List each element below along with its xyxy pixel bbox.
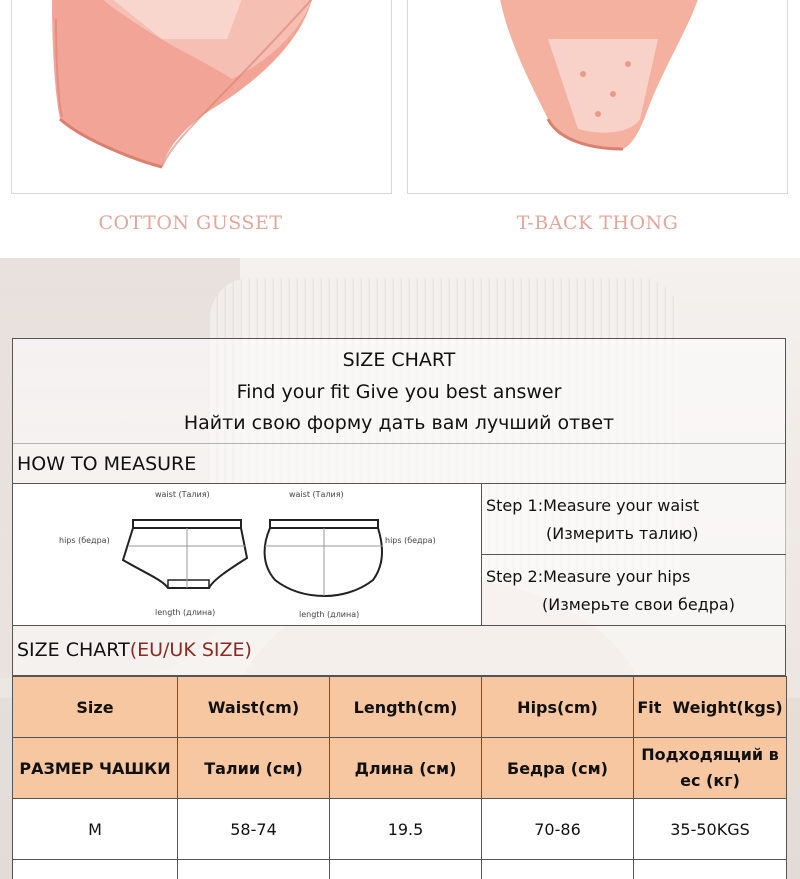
table-cell: 58-74 bbox=[178, 799, 330, 860]
step-1-english: Step 1:Measure your waist bbox=[486, 496, 700, 515]
table-cell: 19.5 bbox=[330, 799, 482, 860]
size-chart-header bbox=[12, 338, 786, 444]
t-back-thong-photo bbox=[407, 0, 788, 194]
cotton-gusset-photo bbox=[11, 0, 392, 194]
subtitle-english: Find your fit Give you best answer bbox=[236, 381, 562, 403]
size-chart-heading: SIZE CHART bbox=[342, 349, 456, 371]
diagram-waist-label-front: waist (Талия) bbox=[155, 490, 210, 499]
header-cell: Size bbox=[13, 677, 178, 738]
table-row bbox=[13, 799, 787, 860]
header-cell: Талии (см) bbox=[178, 738, 330, 799]
header-cell: РАЗМЕР ЧАШКИ bbox=[13, 738, 178, 799]
header-cell: Бедра (см) bbox=[482, 738, 634, 799]
table-cell: 70-86 bbox=[482, 799, 634, 860]
step-2-english: Step 2:Measure your hips bbox=[486, 567, 691, 586]
size-chart-panel bbox=[12, 338, 786, 879]
subtitle-russian: Найти свою форму дать вам лучший ответ bbox=[183, 412, 615, 434]
step-2 bbox=[482, 555, 786, 625]
step-2-russian: (Измерьте свои бедра) bbox=[542, 595, 735, 614]
diagram-length-label-front: length (длина) bbox=[155, 608, 216, 617]
diagram-waist-label-back: waist (Талия) bbox=[289, 490, 344, 499]
size-chart-title-prefix: SIZE CHART bbox=[17, 639, 130, 661]
product-gallery bbox=[0, 0, 800, 258]
header-cell: Подходящий в ес (кг) bbox=[634, 738, 787, 799]
how-to-measure-title: HOW TO MEASURE bbox=[17, 453, 197, 475]
table-row-partial bbox=[13, 860, 787, 879]
diagram-length-label-back: length (длина) bbox=[299, 610, 360, 619]
how-to-measure-row bbox=[12, 443, 786, 484]
cotton-gusset-caption: COTTON GUSSET bbox=[98, 212, 283, 234]
header-cell: Fit Weight(kgs) bbox=[634, 677, 787, 738]
step-1 bbox=[482, 484, 786, 555]
t-back-thong-caption: T-BACK THONG bbox=[516, 212, 679, 234]
header-cell: Длина (см) bbox=[330, 738, 482, 799]
table-header-row-russian bbox=[13, 738, 787, 799]
table-cell: 35-50KGS bbox=[634, 799, 787, 860]
diagram-hips-label-back: hips (бедра) bbox=[385, 536, 436, 545]
size-table bbox=[12, 676, 787, 879]
table-cell bbox=[13, 860, 178, 879]
size-chart-title-suffix: (EU/UK SIZE) bbox=[129, 639, 252, 661]
size-chart-eu-title bbox=[17, 639, 252, 661]
size-chart-eu-title-row bbox=[12, 626, 786, 676]
table-cell bbox=[634, 860, 787, 879]
table-cell bbox=[482, 860, 634, 879]
measurement-diagram bbox=[13, 484, 482, 625]
measure-instructions bbox=[12, 484, 786, 626]
header-cell: Hips(cm) bbox=[482, 677, 634, 738]
header-cell: Waist(cm) bbox=[178, 677, 330, 738]
table-cell: M bbox=[13, 799, 178, 860]
diagram-hips-label-front: hips (бедра) bbox=[59, 536, 110, 545]
table-header-row-english bbox=[13, 677, 787, 738]
header-cell: Length(cm) bbox=[330, 677, 482, 738]
table-cell bbox=[178, 860, 330, 879]
table-cell bbox=[330, 860, 482, 879]
step-1-russian: (Измерить талию) bbox=[546, 524, 699, 543]
